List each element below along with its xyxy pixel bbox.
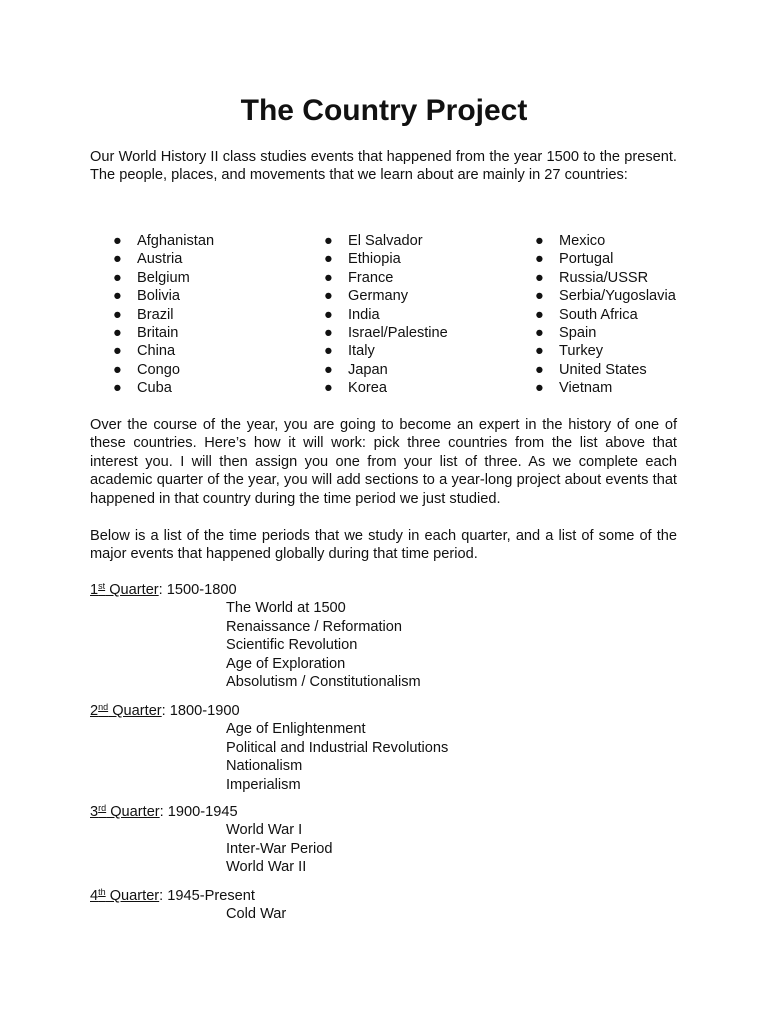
country-list-item (535, 306, 676, 324)
country-name: China (137, 343, 176, 360)
quarter-topic: Absolutism / Constitutionalism (226, 674, 421, 691)
bullet-icon: ● (324, 288, 333, 305)
country-list-item (113, 269, 214, 287)
country-list-item (535, 287, 676, 305)
bullet-icon: ● (324, 325, 333, 342)
bullet-icon: ● (535, 343, 544, 360)
quarter-heading (90, 702, 448, 720)
country-list-item (113, 361, 214, 379)
quarter-topic: Political and Industrial Revolutions (226, 739, 449, 756)
quarter-heading (90, 803, 333, 821)
country-name: Serbia/Yugoslavia (559, 288, 676, 305)
country-list-item (324, 324, 448, 342)
country-name: Britain (137, 325, 179, 342)
quarter-section (90, 702, 448, 794)
country-name: Turkey (559, 343, 604, 360)
country-list-column-2 (324, 232, 448, 398)
bullet-icon: ● (535, 233, 544, 249)
country-name: Korea (348, 380, 387, 397)
document-title: The Country Project (240, 94, 528, 127)
country-list-item (535, 379, 676, 397)
bullet-icon: ● (535, 251, 544, 268)
quarter-topic-list (90, 905, 286, 923)
bullet-icon: ● (324, 343, 333, 360)
country-name: Congo (137, 361, 181, 378)
country-list-item (535, 232, 676, 250)
bullet-icon: ● (113, 233, 122, 249)
country-name: Russia/USSR (559, 269, 649, 286)
bullet-icon: ● (324, 233, 333, 249)
country-name: Austria (137, 251, 183, 268)
country-name: United States (559, 361, 647, 378)
quarter-ordinal-suffix: th (98, 887, 106, 897)
country-name: India (348, 306, 380, 323)
country-list-item (535, 269, 676, 287)
quarter-number: 4th (90, 887, 106, 904)
country-list-item (324, 361, 448, 379)
quarter-ordinal-suffix: st (98, 581, 106, 591)
quarter-topic: Renaissance / Reformation (226, 618, 403, 635)
country-list-item (113, 250, 214, 268)
quarter-topic: Age of Enlightenment (226, 721, 366, 738)
quarter-label: Quarter (106, 804, 160, 820)
bullet-icon: ● (324, 380, 333, 397)
bullet-icon: ● (113, 269, 122, 286)
country-name: Brazil (137, 306, 174, 323)
country-list-item (324, 232, 448, 250)
quarter-period: : 1900-1945 (159, 804, 238, 820)
country-list-item (113, 306, 214, 324)
quarter-label: Quarter (108, 703, 162, 719)
bullet-icon: ● (535, 325, 544, 342)
country-list-item (324, 342, 448, 360)
country-name: Mexico (559, 233, 606, 249)
bullet-icon: ● (113, 343, 122, 360)
quarter-topic: World War II (226, 859, 307, 876)
bullet-icon: ● (113, 325, 122, 342)
quarter-heading (90, 581, 421, 599)
country-name: Cuba (137, 380, 172, 397)
quarter-topic-list (90, 821, 333, 876)
country-name: South Africa (559, 306, 638, 323)
time-periods-paragraph: Below is a list of the time periods that we study in each quarter, and a list of some of the major events that happened globally during that time period. (90, 528, 677, 563)
country-list-item (324, 269, 448, 287)
country-list-item (535, 250, 676, 268)
quarter-topic: Scientific Revolution (226, 637, 358, 654)
quarter-heading (90, 887, 286, 905)
quarter-topic: Inter-War Period (226, 840, 333, 857)
country-list-item (324, 287, 448, 305)
country-list-item (324, 379, 448, 397)
quarter-section (90, 887, 286, 924)
quarter-number: 1st (90, 581, 106, 598)
country-name: Bolivia (137, 288, 180, 305)
quarter-topic-list (90, 720, 448, 794)
country-name: El Salvador (348, 233, 423, 249)
quarter-topic-list (90, 599, 421, 691)
bullet-icon: ● (113, 251, 122, 268)
instructions-paragraph: Over the course of the year, you are going to become an expert in the history of one of these countries. Here’s how it will work: pick three countries from the list above that interest you. I will then assign you one from your list of three. As we complete each academic quarter of the year, you will add sections to a year-long project about events that happened in that country during the time period we just studied. (90, 417, 677, 507)
country-list-column-1 (113, 232, 214, 398)
bullet-icon: ● (324, 269, 333, 286)
country-list-item (535, 342, 676, 360)
quarter-ordinal-suffix: rd (98, 803, 107, 813)
country-list-column-3 (535, 232, 676, 398)
quarter-period: : 1945-Present (159, 888, 255, 904)
country-name: France (348, 269, 394, 286)
bullet-icon: ● (324, 361, 333, 378)
bullet-icon: ● (535, 306, 544, 323)
bullet-icon: ● (113, 306, 122, 323)
quarter-topic: World War I (226, 822, 303, 839)
country-name: Italy (348, 343, 375, 360)
country-list-item (113, 342, 214, 360)
bullet-icon: ● (535, 288, 544, 305)
intro-paragraph: Our World History II class studies events that happened from the year 1500 to the present. The people, places, and movements that we learn about are mainly in 27 countries: (90, 149, 677, 184)
country-name: Japan (348, 361, 388, 378)
quarter-section (90, 803, 333, 877)
quarter-section (90, 581, 421, 691)
country-name: Vietnam (559, 380, 613, 397)
country-list-item (113, 232, 214, 250)
quarter-topic: The World at 1500 (226, 600, 346, 617)
country-name: Germany (348, 288, 409, 305)
country-list-item (535, 324, 676, 342)
bullet-icon: ● (113, 380, 122, 397)
country-name: Spain (559, 325, 597, 342)
bullet-icon: ● (535, 361, 544, 378)
bullet-icon: ● (535, 269, 544, 286)
bullet-icon: ● (535, 380, 544, 397)
quarter-topic: Cold War (226, 906, 287, 923)
country-name: Ethiopia (348, 251, 401, 268)
country-name: Afghanistan (137, 233, 215, 249)
bullet-icon: ● (113, 361, 122, 378)
quarter-period: : 1500-1800 (158, 582, 237, 598)
quarter-period: : 1800-1900 (161, 703, 240, 719)
quarter-number: 2nd (90, 702, 109, 719)
country-name: Belgium (137, 269, 190, 286)
quarter-topic: Age of Exploration (226, 655, 346, 672)
quarter-topic: Nationalism (226, 758, 303, 775)
country-list-item (113, 379, 214, 397)
bullet-icon: ● (113, 288, 122, 305)
country-list-item (535, 361, 676, 379)
quarter-number: 3rd (90, 803, 107, 820)
country-list-item (113, 324, 214, 342)
country-list-item (113, 287, 214, 305)
country-list-item (324, 250, 448, 268)
quarter-label: Quarter (105, 582, 159, 598)
country-name: Israel/Palestine (348, 325, 448, 342)
bullet-icon: ● (324, 251, 333, 268)
country-list-item (324, 306, 448, 324)
quarter-ordinal-suffix: nd (98, 702, 109, 712)
bullet-icon: ● (324, 306, 333, 323)
quarter-topic: Imperialism (226, 776, 301, 793)
quarter-label: Quarter (105, 888, 160, 904)
country-name: Portugal (559, 251, 614, 268)
